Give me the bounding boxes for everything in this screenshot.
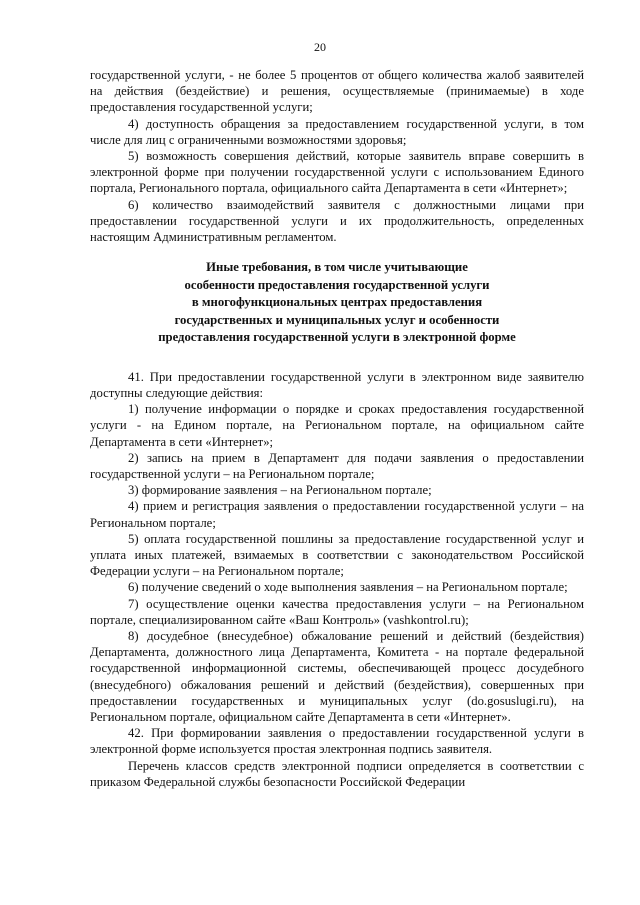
paragraph-continuation: государственной услуги, - не более 5 процентов от общего количества жалоб заявителей на действия (бездействие) и решения, осуществляемые (принимаемые) в ходе предоставления государственной услуги; [90,68,584,115]
paragraph-42: 42. При формировании заявления о предоставлении государственной услуги в электронной форме используется простая электронная подпись заявителя. [90,726,584,757]
document-body [90,67,584,790]
section-heading [90,259,584,347]
paragraph-41-item-5: 5) оплата государственной пошлины за предоставление государственной услуг и уплата иных платежей, взимаемых в соответствии с законодательством Российской Федерации услуги – на Региональном портале; [90,531,584,579]
paragraph-41-item-8: 8) досудебное (внесудебное) обжалование решений и действий (бездействия) Департамента, должностного лица Департамента, Комитета - на портале федеральной государственной информационной системы, обеспечивающей процесс досудебного (внесудебного) обжалования решений и действий (бездействия), совершенных при предоставлении государственных и муниципальных услуг (do.gosuslugi.ru), на Региональном портале, официальном сайте Департамента в сети «Интернет». [90,628,584,724]
paragraph-41-item-3: 3) формирование заявления – на Региональном портале; [128,483,432,498]
paragraph-item-6: 6) количество взаимодействий заявителя с должностными лицами при предоставлении государственной услуги и их продолжительность, определенных настоящим Административным регламентом. [90,197,584,245]
paragraph-item-4: 4) доступность обращения за предоставлением государственной услуги, в том числе для лиц с ограниченными возможностями здоровья; [90,116,584,147]
heading-line: в многофункциональных центрах предоставления [191,295,483,310]
heading-line: особенности предоставления государственной услуги [184,277,490,292]
heading-line: государственных и муниципальных услуг и особенности [174,312,500,327]
paragraph-41-item-7: 7) осуществление оценки качества предоставления услуги – на Региональном портале, специализированном сайте «Ваш Контроль» (vashkontrol.ru); [90,596,584,627]
paragraph-41-item-2: 2) запись на прием в Департамент для подачи заявления о предоставлении государственной услуги – на Региональном портале; [90,450,584,481]
heading-line: Иные требования, в том числе учитывающие [206,260,468,275]
paragraph-41-item-6: 6) получение сведений о ходе выполнения заявления – на Региональном портале; [128,580,568,595]
paragraph-item-5: 5) возможность совершения действий, которые заявитель вправе совершить в электронной форме при получении государственной услуги с использованием Единого портала, Регионального портала, официального сайта Департамента в сети «Интернет»; [90,149,584,196]
page-number: 20 [314,40,326,54]
heading-line: предоставления государственной услуги в электронной форме [158,330,516,345]
paragraph-41: 41. При предоставлении государственной услуги в электронном виде заявителю доступны следующие действия: [90,369,584,400]
paragraph-41-item-1: 1) получение информации о порядке и сроках предоставления государственной услуги - на Едином портале, на Региональном портале, на официальном сайте Департамента в сети «Интернет»; [90,402,584,449]
paragraph-41-item-4: 4) прием и регистрация заявления о предоставлении государственной услуги – на Региональном портале; [90,499,584,530]
paragraph-signature-classes: Перечень классов средств электронной подписи определяется в соответствии с приказом Федеральной службы безопасности Российской Федерации [90,758,584,789]
